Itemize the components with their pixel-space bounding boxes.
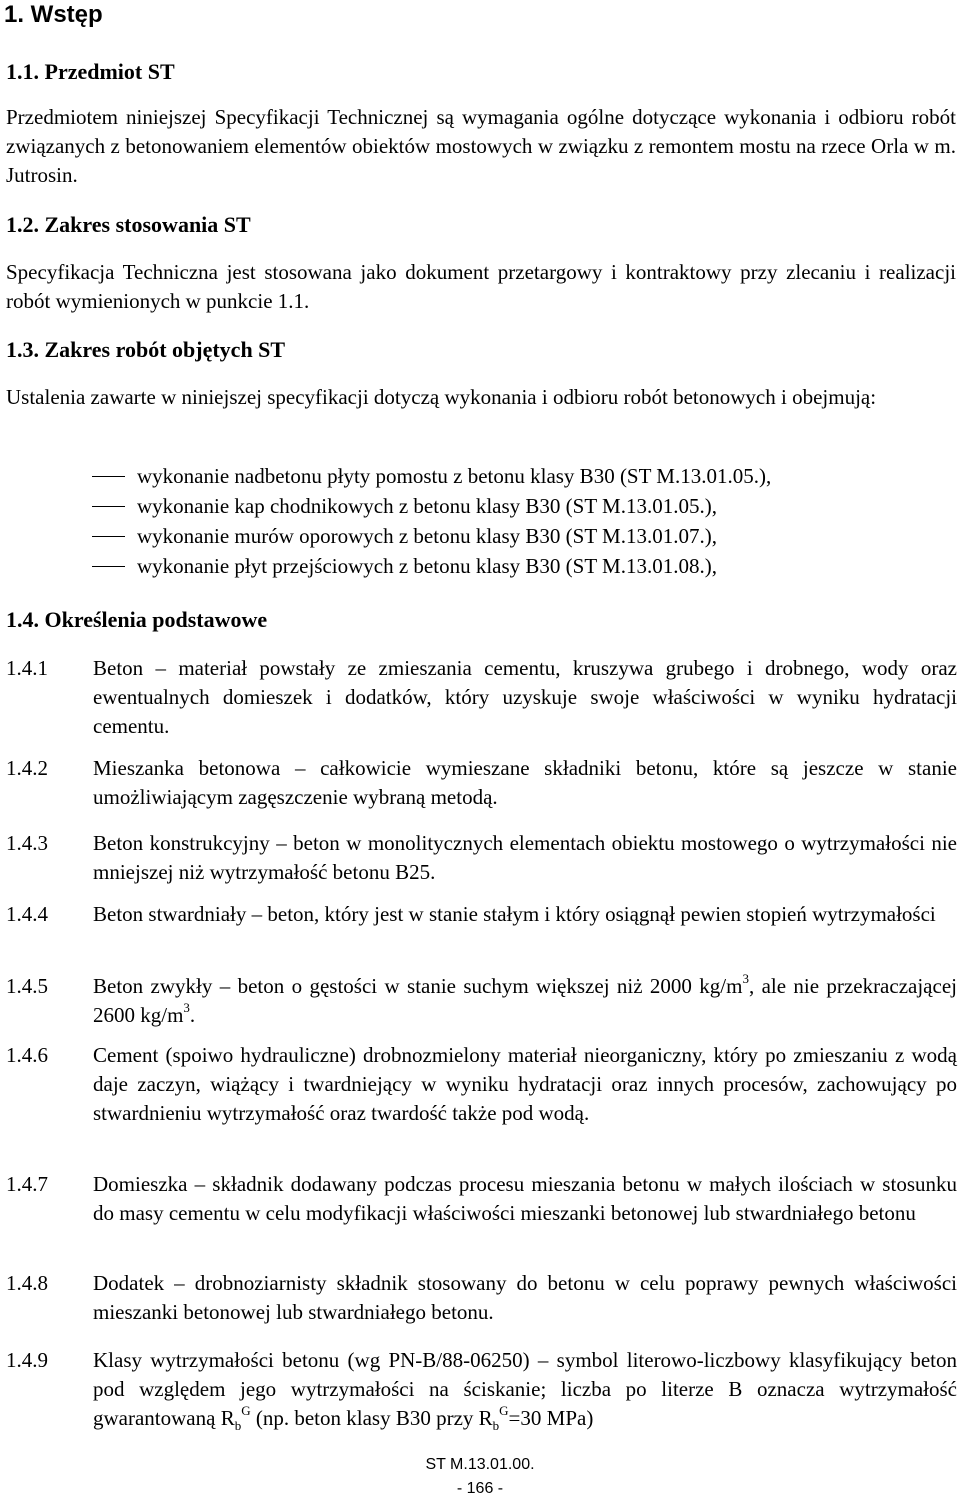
heading-1-1: 1.1. Przedmiot ST: [6, 59, 175, 84]
definition-text: Cement (spoiwo hydrauliczne) drobnozmielony materiał nieorganiczny, który po zmieszaniu z wodą daje zaczyn, wiążący i twardniejący w wyniku hydratacji oraz innych procesów, zachowujący po stwardnieniu wytrzymałość oraz twardość także pod wodą.: [93, 1043, 957, 1125]
list-item: wykonanie murów oporowych z betonu klasy B30 (ST M.13.01.07.),: [92, 522, 952, 552]
dash-bullet-icon: [92, 506, 125, 507]
definition-text: Beton stwardniały – beton, który jest w stanie stałym i który osiągnął pewien stopień wytrzymałości: [93, 902, 936, 926]
definition-text: Beton konstrukcyjny – beton w monolitycznych elementach obiektu mostowego o wytrzymałości nie mniejszej niż wytrzymałość betonu B25.: [93, 831, 957, 884]
list-item: wykonanie nadbetonu płyty pomostu z betonu klasy B30 (ST M.13.01.05.),: [92, 462, 952, 492]
scope-list: [92, 462, 952, 582]
dash-bullet-icon: [92, 566, 125, 567]
definition-number: 1.4.9: [6, 1348, 48, 1372]
heading-1-2: 1.2. Zakres stosowania ST: [6, 212, 251, 237]
definition-text: Domieszka – składnik dodawany podczas procesu mieszania betonu w małych ilościach w stosunku do masy cementu w celu modyfikacji właściwości mieszanki betonowej lub stwardniałego betonu: [93, 1172, 957, 1225]
definition-text: Klasy wytrzymałości betonu (wg PN-B/88-06250) – symbol literowo-liczbowy klasyfikujący beton pod względem jego wytrzymałości na ściskanie; liczba po literze B oznacza wytrzymałość gwarantowaną $R_b^G$ (np. beton klasy B30 przy $R_b^G=30$ MPa): [93, 1348, 957, 1434]
paragraph-1-3: Ustalenia zawarte w niniejszej specyfikacji dotyczą wykonania i odbioru robót betonowych i obejmują:: [6, 385, 877, 409]
section-title: 1. Wstęp: [4, 1, 103, 28]
footer-doc-code: ST M.13.01.00.: [425, 1456, 535, 1473]
paragraph-1-1: Przedmiotem niniejszej Specyfikacji Technicznej są wymagania ogólne dotyczące wykonania i odbioru robót związanych z betonowaniem elementów obiektów mostowych w związku z remontem mostu na rzece Orla w m. Jutrosin.: [6, 105, 956, 187]
definition-text: Beton – materiał powstały ze zmieszania cementu, kruszywa grubego i drobnego, wody oraz ewentualnych domieszek i dodatków, który uzyskuje swoje właściwości w wyniku hydratacji cementu.: [93, 656, 957, 738]
footer-page-number: - 166 -: [456, 1480, 504, 1497]
list-item: wykonanie kap chodnikowych z betonu klasy B30 (ST M.13.01.05.),: [92, 492, 952, 522]
definition-number: 1.4.5: [6, 974, 48, 998]
definition-number: 1.4.3: [6, 831, 48, 855]
definition-text: Beton zwykły – beton o gęstości w stanie suchym większej niż 2000 $kg/m^3$, ale nie przekraczającej 2600 $kg/m^3$.: [93, 971, 957, 1027]
paragraph-1-2: Specyfikacja Techniczna jest stosowana jako dokument przetargowy i kontraktowy przy zlecaniu i realizacji robót wymienionych w punkcie 1.1.: [6, 260, 956, 313]
definition-text: Dodatek – drobnoziarnisty składnik stosowany do betonu w celu poprawy pewnych właściwości mieszanki betonowej lub stwardniałego betonu.: [93, 1271, 957, 1324]
definition-number: 1.4.1: [6, 656, 48, 680]
definition-number: 1.4.6: [6, 1043, 48, 1067]
definition-text: Mieszanka betonowa – całkowicie wymieszane składniki betonu, które są jeszcze w stanie umożliwiającym zagęszczenie wybraną metodą.: [93, 756, 957, 809]
list-item: wykonanie płyt przejściowych z betonu klasy B30 (ST M.13.01.08.),: [92, 552, 952, 582]
heading-1-3: 1.3. Zakres robót objętych ST: [6, 337, 286, 362]
definition-number: 1.4.7: [6, 1172, 48, 1196]
definition-number: 1.4.8: [6, 1271, 48, 1295]
heading-1-4: 1.4. Określenia podstawowe: [6, 607, 268, 632]
definition-number: 1.4.2: [6, 756, 48, 780]
definition-number: 1.4.4: [6, 902, 48, 926]
dash-bullet-icon: [92, 476, 125, 477]
dash-bullet-icon: [92, 536, 125, 537]
